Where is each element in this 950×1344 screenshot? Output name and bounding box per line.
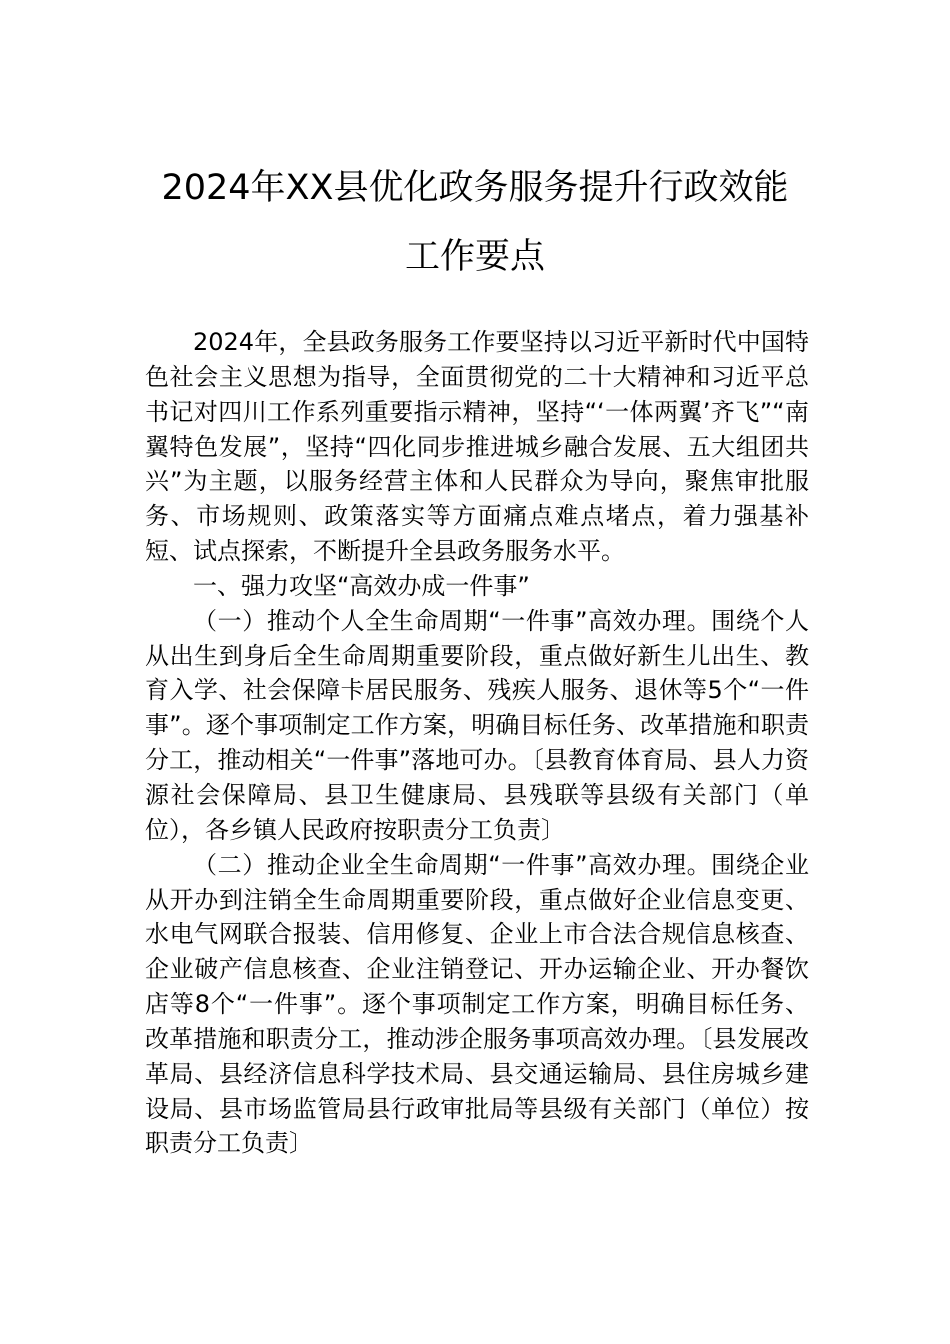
section-heading: 一、强力攻坚“高效办成一件事” — [193, 571, 530, 600]
document-title-line-2: 工作要点 — [404, 237, 545, 277]
item-paragraph-2: （二）推动企业全生命周期“一件事”高效办理。围绕企业从开办到注销全生命周期重要阶段，重点做好企业信息变更、水电气网联合报装、信用修复、企业上市合法合规信息核查、企业破产信息核查、企业注销登记、开办运输企业、开办餐饮店等8个“一件事”。逐个事项制定工作方案，明确目标任务、改革措施和职责分工，推动涉企服务事项高效办理。〔县发展改革局、县经济信息科学技术局、县交通运输局、县住房城乡建设局、县市场监管局县行政审批局等县级有关部门（单位）按职责分工负责〕 — [145, 850, 809, 1158]
document-body — [145, 325, 809, 1161]
intro-paragraph: 2024年，全县政务服务工作要坚持以习近平新时代中国特色社会主义思想为指导，全面贯彻党的二十大精神和习近平总书记对四川工作系列重要指示精神，坚持“‘一体两翼’齐飞”“南翼特色发展”，坚持“四化同步推进城乡融合发展、五大组团共兴”为主题，以服务经营主体和人民群众为导向，聚焦审批服务、市场规则、政策落实等方面痛点难点堵点，着力强基补短、试点探索，不断提升全县政务服务水平。 — [145, 328, 809, 566]
item-paragraph-1: （一）推动个人全生命周期“一件事”高效办理。围绕个人从出生到身后全生命周期重要阶段，重点做好新生儿出生、教育入学、社会保障卡居民服务、残疾人服务、退休等5个“一件事”。逐个事项制定工作方案，明确目标任务、改革措施和职责分工，推动相关“一件事”落地可办。〔县教育体育局、县人力资源社会保障局、县卫生健康局、县残联等县级有关部门（单位），各乡镇人民政府按职责分工负责〕 — [145, 606, 809, 844]
document-title-line-1: 2024年XX县优化政务服务提升行政效能 — [161, 168, 789, 208]
